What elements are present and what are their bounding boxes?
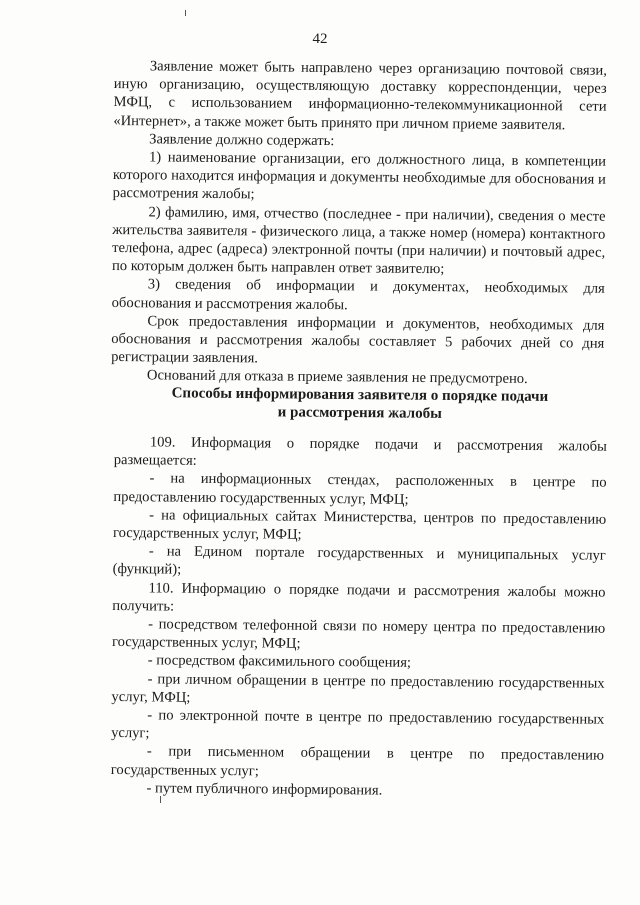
paragraph-110: 110. Информацию о порядке подачи и рассмотрения жалобы можно получить:	[112, 579, 606, 615]
list-item-fax: - посредством факсимильного сообщения;	[147, 652, 412, 672]
list-item-websites: - на официальных сайтах Министерства, центров по предоставлению государственных услуг, МФЦ;	[112, 507, 607, 543]
list-item-phone: - посредством телефонной связи по номеру центра по предоставлению государственных услуг, МФЦ;	[111, 616, 606, 653]
paragraph-109: 109. Информация о порядке подачи и рассмотрения жалобы размещается:	[113, 434, 607, 469]
informing-methods-section	[111, 433, 607, 802]
list-item-personal-visit: - при личном обращении в центре по предоставлению государственных услуг, МФЦ;	[111, 670, 605, 706]
paragraph-item-2: 2) фамилию, имя, отчество (последнее - при наличии), сведения о месте жительства заявителя - физического лица, а также номер (номера) контактного телефона, адрес (адреса) электронной почты (при наличии) и почтовый адрес, по которым должен быть направлен ответ заявителю;	[111, 203, 606, 278]
list-item-email: - по электронной почте в центре по предоставлению государственных услуг;	[111, 707, 605, 742]
paragraph-contents-intro: Заявление должно содержать:	[149, 131, 335, 149]
complaint-application-section	[111, 57, 607, 389]
scan-speck-top	[185, 10, 186, 16]
list-item-stands: - на информационных стендах, расположенных в центре по предоставлению государственных услуг, МФЦ;	[113, 470, 607, 508]
paragraph-deadline: Срок предоставления информации и документов, необходимых для обоснования и рассмотрения жалобы составляет 5 рабочих дней со дня регистрации заявления.	[111, 313, 605, 367]
paragraph-item-3: 3) сведения об информации и документах, необходимых для обоснования и рассмотрения жалобы.	[111, 276, 605, 313]
paragraph-submission-channels: Заявление может быть направлено через организацию почтовой связи, иную организацию, осуществляющую доставку корреспонденции, через МФЦ, с использованием информационно-телекоммуникационной сети «Интернет», а также может быть принято при личном приеме заявителя.	[113, 58, 607, 133]
list-item-public: - путем публичного информирования.	[146, 780, 383, 799]
list-item-portal: - на Едином портале государственных и муниципальных услуг (функций);	[112, 543, 606, 579]
section-heading	[140, 384, 580, 424]
section-heading-line-1: Способы информирования заявителя о порядке подачи	[171, 385, 549, 405]
page-number: 42	[312, 31, 328, 47]
paragraph-no-refusal: Оснований для отказа в приеме заявления не предусмотрено.	[146, 367, 528, 388]
paragraph-item-1: 1) наименование организации, его должностного лица, в компетенции которого находится информация и документы необходимые для обоснования и рассмотрения жалобы;	[112, 149, 607, 203]
list-item-written: - при письменном обращении в центре по предоставлению государственных услуг;	[110, 743, 604, 780]
section-heading-line-2: и рассмотрения жалобы	[277, 404, 442, 422]
